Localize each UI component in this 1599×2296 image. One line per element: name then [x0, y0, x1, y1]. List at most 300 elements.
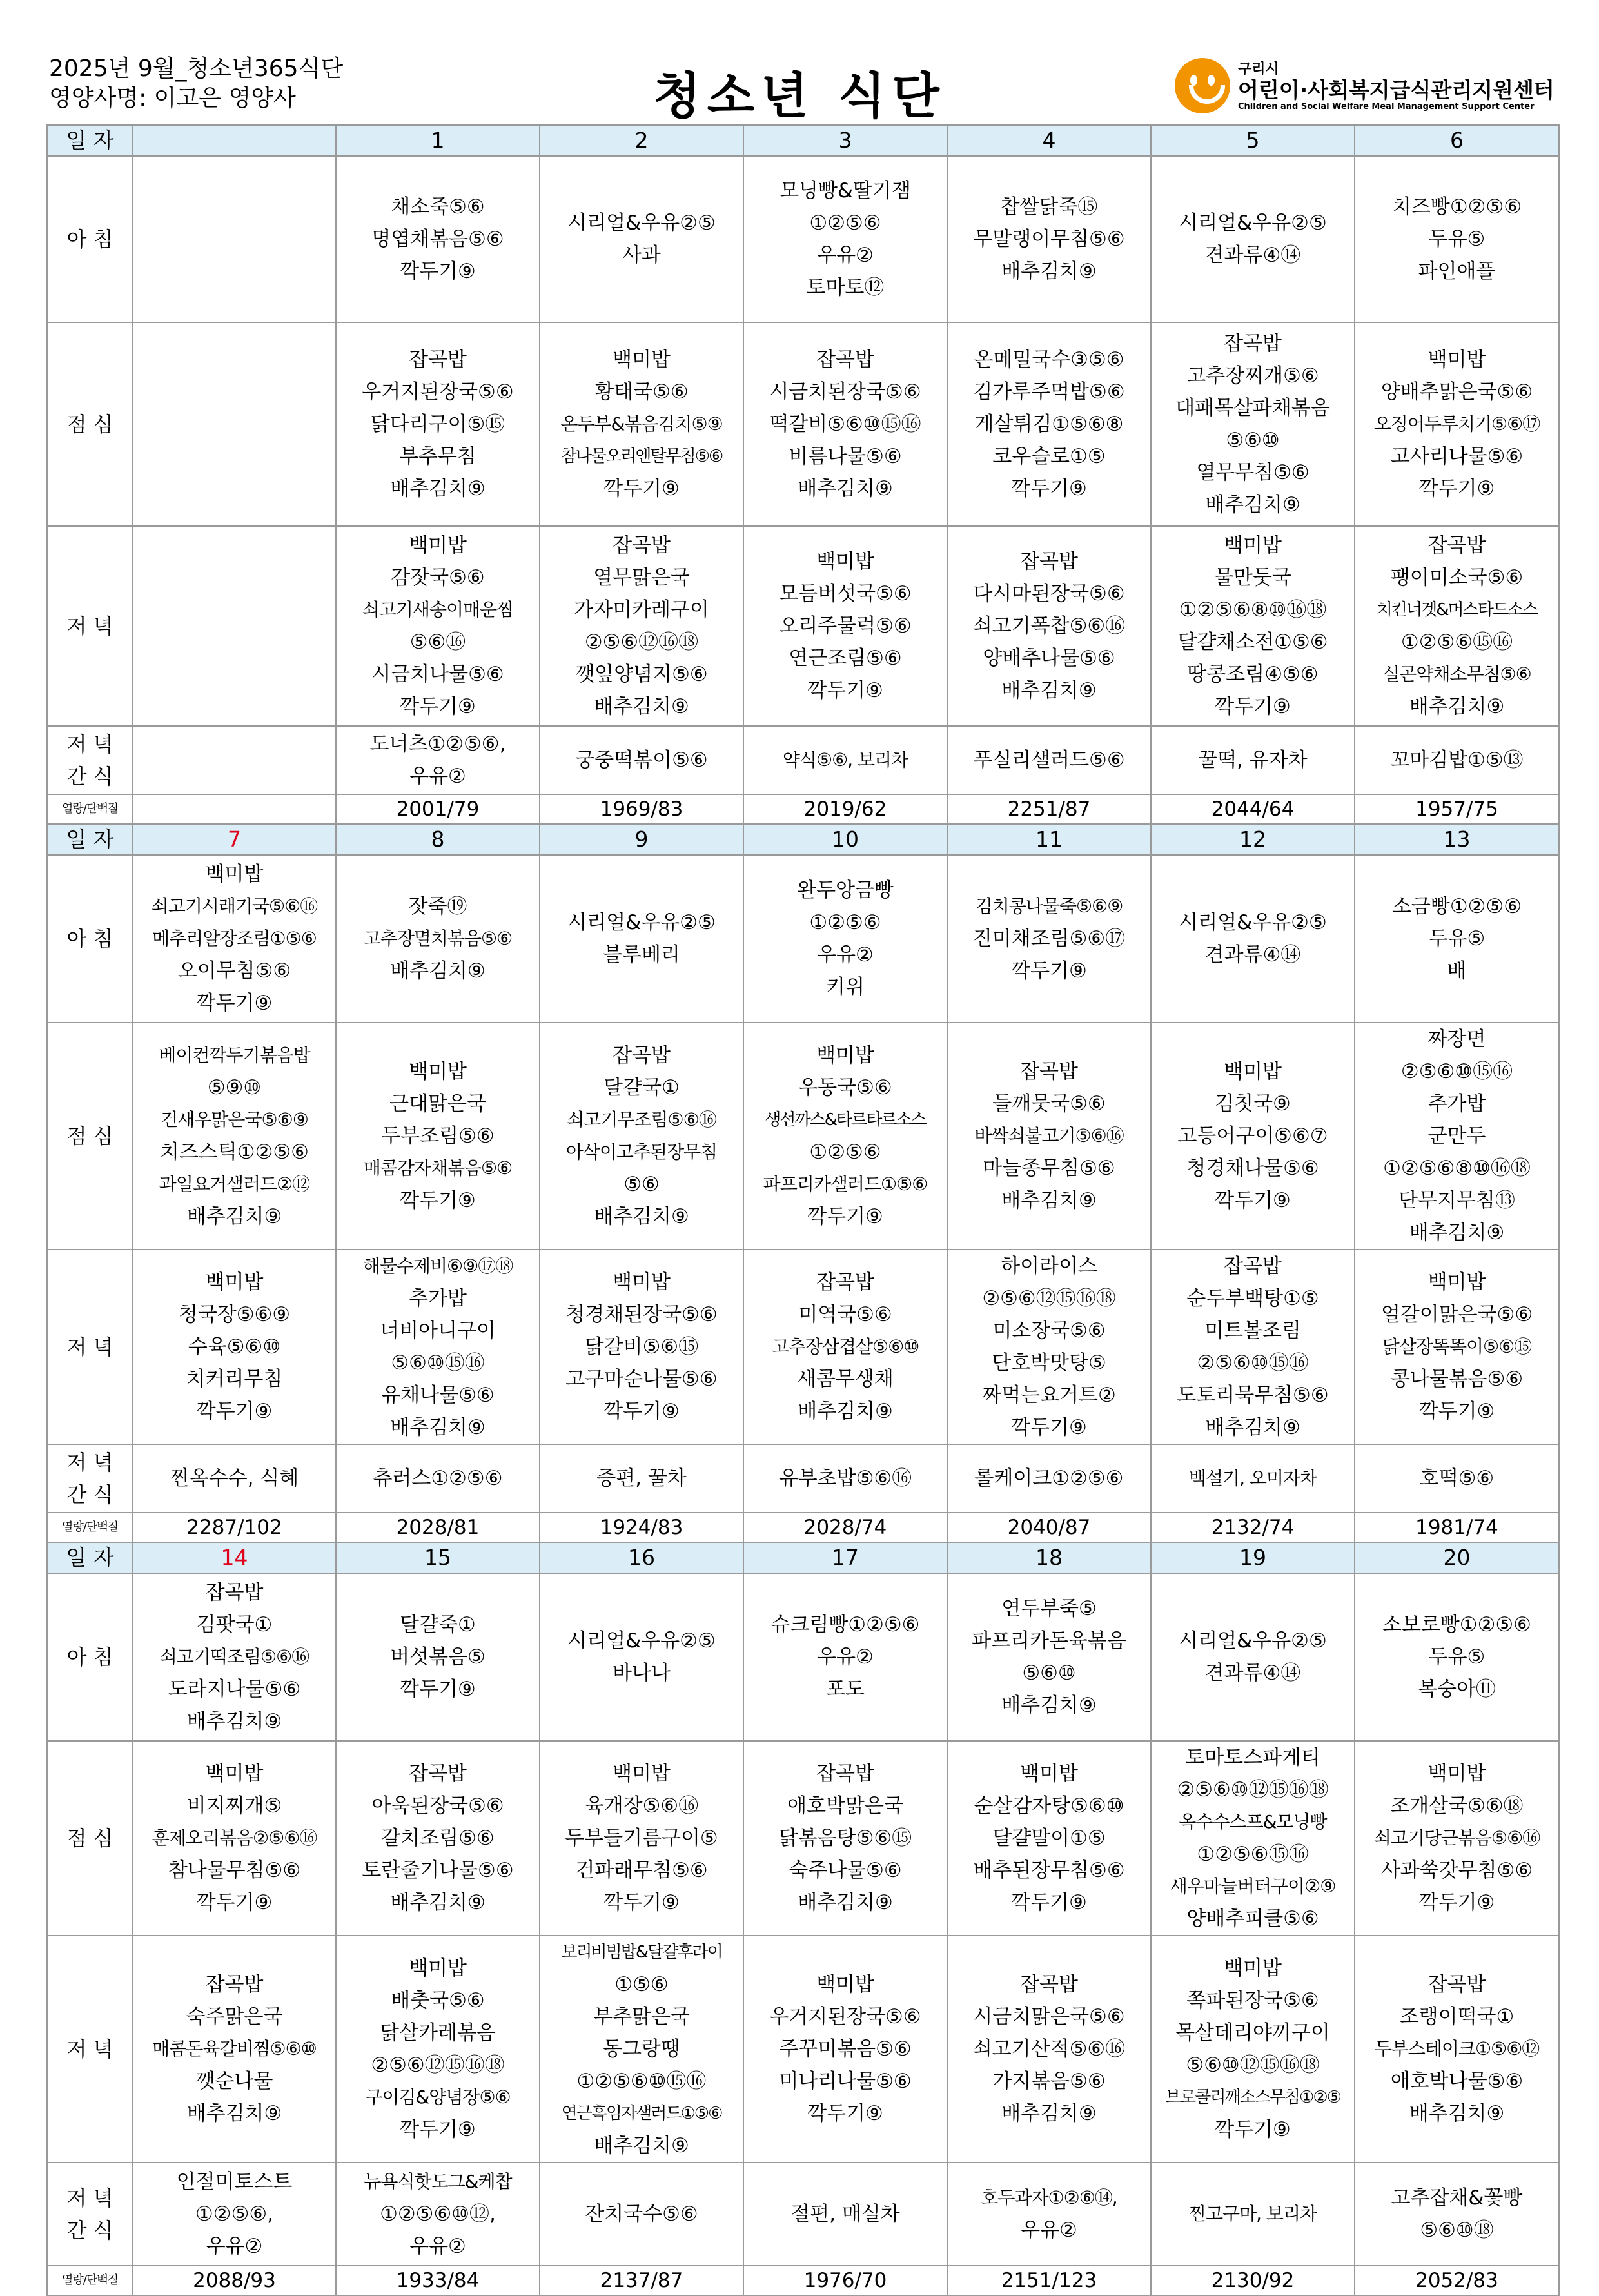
day-number: 20	[1355, 1542, 1559, 1573]
kcal-value: 2137/87	[540, 2266, 743, 2295]
menu-item: 브로콜리깨소스무침①②⑤	[1165, 2088, 1340, 2107]
menu-item: 깍두기⑨	[196, 1400, 273, 1423]
menu-item: 잡곡밥	[205, 1973, 264, 1996]
menu-item: 토마토⑫	[806, 276, 885, 299]
menu-item: 조랭이떡국①	[1399, 2005, 1515, 2028]
lunch-cell	[1355, 322, 1559, 526]
lunch-label	[47, 322, 133, 526]
menu-item: 깍두기⑨	[807, 679, 883, 702]
breakfast-cell	[540, 1573, 743, 1741]
menu-item: 토마토스파게티	[1185, 1746, 1320, 1769]
lunch-cell	[336, 322, 540, 526]
menu-item: 찹쌀닭죽⑮	[1000, 195, 1098, 219]
menu-item: 김칫국⑨	[1215, 1092, 1291, 1115]
day-number: 5	[1151, 125, 1355, 156]
menu-item: 백설기, 오미자차	[1188, 1467, 1317, 1489]
menu-item: 깍두기⑨	[400, 260, 476, 283]
menu-item: 포도	[826, 1678, 865, 1701]
menu-item: 아욱된장국⑤⑥	[371, 1794, 504, 1818]
menu-item: 우거지된장국⑤⑥	[362, 380, 514, 404]
snack-cell	[743, 2163, 947, 2266]
kcal-value: 1957/75	[1355, 794, 1559, 824]
breakfast-cell	[1355, 855, 1559, 1023]
day-label	[47, 824, 133, 855]
day-number: 8	[336, 824, 540, 855]
menu-item: 우유②	[1021, 2219, 1077, 2242]
org-english-name: Children and Social Welfare Meal Management Support Center	[1238, 102, 1535, 112]
menu-item: 쇠고기산적⑤⑥⑯	[972, 2037, 1126, 2061]
menu-item: 잡곡밥	[409, 1762, 467, 1785]
menu-item: 숙주맑은국	[186, 2005, 283, 2028]
lunch-label-text: 점 심	[66, 412, 113, 437]
menu-item: 달걀국①	[603, 1076, 680, 1099]
menu-item: 배추김치⑨	[390, 477, 486, 500]
menu-item: 잡곡밥	[613, 534, 671, 557]
menu-item: 추가밥	[1427, 1092, 1486, 1115]
menu-item: 버섯볶음⑤	[390, 1645, 486, 1669]
menu-item: 소금빵①②⑤⑥	[1391, 895, 1522, 918]
lunch-cell	[540, 1741, 743, 1936]
menu-item: ①②⑤⑥⑮⑯	[1400, 631, 1513, 654]
dinner-cell	[743, 526, 947, 726]
dinner-label-text: 저 녁	[66, 614, 113, 638]
menu-item: ②⑤⑥⑫⑮⑯⑱	[982, 1287, 1116, 1310]
snack-cell	[1151, 1444, 1355, 1513]
day-number: 9	[540, 824, 743, 855]
menu-item: 옥수수스프&모닝빵	[1179, 1811, 1327, 1832]
menu-item: 양배추맑은국⑤⑥	[1380, 380, 1533, 404]
kcal-value: 1981/74	[1355, 1513, 1559, 1542]
menu-item: 우유②	[817, 1645, 874, 1669]
meal-plan-table	[46, 124, 1560, 2296]
menu-item: 깍두기⑨	[1215, 1189, 1291, 1212]
day-header-row	[47, 1542, 1559, 1573]
menu-item: 치킨너겟&머스타드소스	[1376, 600, 1538, 620]
menu-item: 꼬마김밥①⑤⑬	[1390, 749, 1524, 772]
dinner-label	[47, 1936, 133, 2163]
menu-item: 잡곡밥	[1020, 550, 1078, 573]
menu-item: 백미밥	[409, 534, 467, 557]
lunch-row	[47, 322, 1559, 526]
menu-item: 깍두기⑨	[1418, 1891, 1495, 1914]
kcal-value: 2019/62	[743, 794, 947, 824]
menu-item: 약식⑤⑥, 보리차	[782, 749, 908, 770]
menu-item: 육개장⑤⑥⑯	[584, 1794, 699, 1818]
kcal-value	[133, 794, 336, 824]
breakfast-cell	[743, 1573, 947, 1741]
breakfast-cell	[947, 156, 1151, 322]
menu-item: 쇠고기당근볶음⑤⑥⑯	[1373, 1827, 1540, 1849]
breakfast-label	[47, 855, 133, 1023]
dinner-cell	[947, 1250, 1151, 1444]
kcal-value: 2052/83	[1355, 2266, 1559, 2295]
menu-item: 우유②	[409, 765, 466, 788]
menu-item: 백미밥	[1427, 1762, 1486, 1785]
day-number: 10	[743, 824, 947, 855]
menu-item: ①⑤⑥	[614, 1973, 669, 1996]
menu-item: 잡곡밥	[1427, 534, 1486, 557]
dinner-cell	[1151, 1250, 1355, 1444]
day-number	[133, 125, 336, 156]
menu-item: 배추김치⑨	[1001, 2102, 1097, 2125]
menu-item: 열무맑은국	[593, 566, 690, 589]
menu-item: 깍두기⑨	[1418, 477, 1495, 500]
kcal-value: 2001/79	[336, 794, 540, 824]
menu-item: 배추김치⑨	[390, 1416, 486, 1439]
menu-item: 잡곡밥	[816, 348, 874, 371]
menu-item: 치즈빵①②⑤⑥	[1391, 195, 1522, 219]
menu-item: ①②⑤⑥,	[195, 2203, 274, 2226]
menu-item: 꿀떡, 유자차	[1198, 749, 1308, 772]
breakfast-cell	[1151, 156, 1355, 322]
menu-item: 부추무침	[399, 445, 476, 468]
snack-label	[47, 2163, 133, 2266]
menu-item: 시리얼&우유②⑤	[567, 1629, 716, 1653]
menu-item: 잣죽⑲	[408, 895, 467, 918]
kcal-value: 2287/102	[133, 1513, 336, 1542]
menu-item: 훈제오리볶음②⑤⑥⑯	[152, 1827, 317, 1849]
menu-item: 온메밀국수③⑤⑥	[974, 348, 1124, 371]
menu-item: ①②⑤⑥	[809, 911, 881, 934]
lunch-row	[47, 1023, 1559, 1250]
menu-item: 오이무침⑤⑥	[177, 959, 291, 983]
breakfast-cell	[743, 156, 947, 322]
snack-label-text: 저 녁	[66, 1450, 113, 1475]
menu-item: 백미밥	[1427, 1271, 1486, 1294]
menu-item: 마늘종무침⑤⑥	[983, 1157, 1115, 1180]
kcal-row	[47, 794, 1559, 824]
menu-item: 토란줄기나물⑤⑥	[362, 1859, 514, 1882]
day-number: 16	[540, 1542, 743, 1573]
menu-item: 백미밥	[1020, 1762, 1078, 1785]
menu-item: ⑤⑥⑩	[1226, 429, 1280, 452]
menu-item: 진미채조림⑤⑥⑰	[972, 927, 1126, 950]
dinner-row	[47, 1936, 1559, 2163]
menu-item: ⑤⑥⑩⑮⑯	[391, 1351, 485, 1375]
menu-item: 메추리알장조림①⑤⑥	[152, 928, 317, 949]
lunch-cell	[336, 1023, 540, 1250]
menu-item: 사과쑥갓무침⑤⑥	[1380, 1859, 1533, 1882]
menu-item: 잡곡밥	[205, 1581, 264, 1604]
lunch-cell	[1151, 322, 1355, 526]
menu-item: 순살감자탕⑤⑥⑩	[974, 1794, 1124, 1818]
day-number: 6	[1355, 125, 1559, 156]
menu-item: 실곤약채소무침⑤⑥	[1382, 663, 1531, 685]
menu-item: 두부스테이크①⑤⑥⑫	[1374, 2038, 1540, 2059]
menu-item: 백미밥	[816, 1044, 874, 1067]
menu-item: 잡곡밥	[1224, 332, 1282, 355]
menu-item: 견과류④⑭	[1204, 1662, 1301, 1685]
kcal-value: 2044/64	[1151, 794, 1355, 824]
lunch-label	[47, 1741, 133, 1936]
dinner-cell	[540, 1250, 743, 1444]
dinner-row	[47, 1250, 1559, 1444]
menu-item: 우유②	[206, 2235, 263, 2258]
menu-item: 잡곡밥	[1020, 1973, 1078, 1996]
menu-item: 모닝빵&딸기잼	[780, 179, 911, 202]
menu-item: 고추장찌개⑤⑥	[1186, 364, 1319, 388]
breakfast-label-text: 아 침	[66, 227, 113, 251]
menu-item: 김팟국①	[196, 1613, 273, 1636]
menu-item: 애호박나물⑤⑥	[1390, 2070, 1524, 2093]
menu-item: 백미밥	[1224, 534, 1282, 557]
breakfast-label-text: 아 침	[66, 1645, 113, 1669]
kcal-value: 1969/83	[540, 794, 743, 824]
menu-item: 깍두기⑨	[196, 1891, 273, 1914]
kcal-value: 1976/70	[743, 2266, 947, 2295]
day-number: 18	[947, 1542, 1151, 1573]
menu-item: 새콤무생채	[797, 1368, 894, 1391]
menu-item: 시금치맑은국⑤⑥	[973, 2005, 1125, 2028]
menu-item: 달걀말이①⑤	[992, 1827, 1106, 1850]
day-number: 2	[540, 125, 743, 156]
menu-item: 깍두기⑨	[807, 1205, 883, 1228]
dinner-cell	[1355, 1250, 1559, 1444]
kcal-value: 1933/84	[336, 2266, 540, 2295]
menu-item: 배추김치⑨	[390, 959, 486, 983]
menu-item: 배추김치⑨	[390, 1891, 486, 1914]
menu-item: 배춧국⑤⑥	[391, 1989, 485, 2012]
menu-item: 시리얼&우유②⑤	[1179, 911, 1327, 934]
menu-item: 도라지나물⑤⑥	[168, 1678, 301, 1701]
menu-item: 두유⑤	[1428, 1645, 1486, 1669]
menu-item: 배추김치⑨	[798, 1400, 893, 1423]
menu-item: 깍두기⑨	[603, 477, 680, 500]
menu-item: 찐옥수수, 식혜	[170, 1467, 299, 1490]
menu-item: 코우슬로①⑤	[992, 445, 1106, 468]
menu-item: 쇠고기시래기국⑤⑥⑯	[151, 896, 318, 917]
snack-cell	[1355, 726, 1559, 794]
lunch-label-text: 점 심	[66, 1826, 113, 1850]
day-number: 7	[133, 824, 336, 855]
menu-item: 가지볶음⑤⑥	[992, 2070, 1106, 2093]
menu-item: 주꾸미볶음⑤⑥	[779, 2037, 912, 2061]
lunch-cell	[1355, 1023, 1559, 1250]
menu-item: 청국장⑤⑥⑨	[178, 1303, 291, 1326]
snack-cell	[336, 726, 540, 794]
menu-item: 찐고구마, 보리차	[1188, 2203, 1317, 2224]
menu-item: 소보로빵①②⑤⑥	[1382, 1613, 1531, 1636]
menu-item: 군만두	[1427, 1124, 1486, 1148]
menu-item: 조개살국⑤⑥⑱	[1390, 1794, 1524, 1818]
day-number: 1	[336, 125, 540, 156]
menu-item: 파프리카샐러드①⑤⑥	[763, 1173, 928, 1195]
day-label	[47, 1542, 133, 1573]
menu-item: 무말랭이무침⑤⑥	[973, 228, 1125, 251]
menu-item: 배추된장무침⑤⑥	[973, 1859, 1125, 1882]
menu-item: 우동국⑤⑥	[798, 1076, 892, 1099]
day-label-text: 일 자	[66, 128, 114, 153]
menu-item: 김치콩나물죽⑤⑥⑨	[975, 896, 1123, 917]
menu-item: 두유⑤	[1428, 927, 1486, 950]
menu-item: 잡곡밥	[1020, 1060, 1078, 1083]
breakfast-cell	[540, 156, 743, 322]
menu-item: ①②⑤⑥⑩⑮⑯	[576, 2070, 707, 2093]
dinner-cell	[743, 1936, 947, 2163]
menu-item: 미소장국⑤⑥	[992, 1319, 1106, 1342]
menu-item: 배추김치⑨	[594, 1205, 689, 1228]
menu-item: 숙주나물⑤⑥	[789, 1859, 902, 1882]
menu-item: 도토리묵무침⑤⑥	[1177, 1384, 1329, 1407]
day-number: 14	[133, 1542, 336, 1573]
dinner-cell	[336, 1936, 540, 2163]
menu-item: 닭볶음탕⑤⑥⑮	[778, 1827, 912, 1850]
menu-item: 깍두기⑨	[603, 1891, 680, 1914]
snack-cell	[540, 726, 743, 794]
lunch-cell	[743, 1023, 947, 1250]
menu-item: 백미밥	[613, 348, 671, 371]
menu-item: 온두부&볶음김치⑤⑨	[560, 413, 723, 435]
dinner-cell	[1355, 526, 1559, 726]
snack-cell	[540, 2163, 743, 2266]
dinner-cell	[133, 526, 336, 726]
menu-item: 짜먹는요거트②	[982, 1384, 1116, 1407]
breakfast-cell	[947, 1573, 1151, 1741]
dinner-label-text: 저 녁	[66, 1335, 113, 1359]
menu-item: 청경채된장국⑤⑥	[565, 1303, 718, 1326]
menu-item: 채소죽⑤⑥	[391, 195, 485, 219]
menu-item: 백미밥	[816, 1973, 874, 1996]
snack-label	[47, 726, 133, 794]
lunch-row	[47, 1741, 1559, 1936]
menu-item: ⑤⑨⑩	[207, 1076, 262, 1099]
menu-item: 시리얼&우유②⑤	[567, 911, 716, 934]
menu-item: 닭갈비⑤⑥⑮	[584, 1335, 699, 1359]
menu-item: 깍두기⑨	[400, 2118, 476, 2141]
menu-item: 연두부죽⑤	[1001, 1597, 1097, 1620]
menu-item: 뉴욕식핫도그&케찹	[364, 2171, 512, 2192]
menu-item: 배추김치⑨	[1001, 679, 1097, 702]
menu-item: 시리얼&우유②⑤	[567, 211, 716, 235]
dinner-cell	[1355, 1936, 1559, 2163]
menu-item: 두부조림⑤⑥	[381, 1124, 495, 1148]
org-logo	[1175, 58, 1568, 123]
menu-item: ⑤⑥⑯	[409, 631, 466, 654]
menu-item: 달걀채소전①⑤⑥	[1177, 631, 1328, 654]
breakfast-cell	[133, 156, 336, 322]
dinner-cell	[1151, 526, 1355, 726]
snack-row	[47, 2163, 1559, 2266]
snack-cell	[1151, 726, 1355, 794]
kcal-label: 열량/단백질	[47, 794, 133, 824]
menu-item: ①②⑤⑥⑧⑩⑯⑱	[1179, 598, 1327, 622]
menu-item: 쇠고기폭찹⑤⑥⑯	[972, 614, 1126, 638]
menu-item: 추가밥	[409, 1287, 467, 1310]
lunch-cell	[133, 1741, 336, 1936]
menu-item: 콩나물볶음⑤⑥	[1390, 1368, 1524, 1391]
kcal-value: 2251/87	[947, 794, 1151, 824]
menu-item: ②⑤⑥⑩⑮⑯	[1400, 1060, 1513, 1083]
menu-item: 롤케이크①②⑤⑥	[974, 1467, 1124, 1490]
kcal-row	[47, 2266, 1559, 2295]
menu-item: 깍두기⑨	[400, 1678, 476, 1701]
menu-item: 완두앙금빵	[797, 879, 894, 902]
menu-item: 우유②	[817, 244, 874, 267]
menu-item: 순두부백탕①⑤	[1186, 1287, 1319, 1310]
breakfast-cell	[133, 855, 336, 1023]
menu-item: 슈크림빵①②⑤⑥	[770, 1613, 920, 1636]
menu-item: 수육⑤⑥⑩	[188, 1335, 281, 1359]
menu-item: 오리주물럭⑤⑥	[779, 614, 912, 638]
day-number: 15	[336, 1542, 540, 1573]
dinner-cell	[336, 526, 540, 726]
menu-item: 배추김치⑨	[1205, 1416, 1300, 1439]
snack-label	[47, 1444, 133, 1513]
menu-item: 구이김&양념장⑤⑥	[365, 2086, 511, 2108]
snack-label-text: 저 녁	[66, 732, 113, 756]
snack-cell	[1151, 2163, 1355, 2266]
menu-item: 백미밥	[205, 1762, 264, 1785]
menu-item: ⑤⑥⑩⑫⑮⑯⑱	[1186, 2054, 1320, 2077]
menu-item: 잡곡밥	[1427, 1973, 1486, 1996]
menu-item: 쇠고기새송이매운찜	[362, 599, 514, 620]
menu-item: 두유⑤	[1428, 228, 1486, 251]
menu-item: 배추김치⑨	[1409, 2102, 1505, 2125]
menu-item: 깍두기⑨	[807, 2102, 883, 2125]
menu-item: ①②⑤⑥⑮⑯	[1197, 1843, 1309, 1866]
snack-cell	[133, 1444, 336, 1513]
menu-item: 깍두기⑨	[400, 695, 476, 718]
dinner-cell	[947, 526, 1151, 726]
kcal-value: 1924/83	[540, 1513, 743, 1542]
menu-item: 쇠고기무조림⑤⑥⑯	[567, 1109, 716, 1130]
menu-item: 백미밥	[1224, 1957, 1282, 1980]
breakfast-cell	[1151, 1573, 1355, 1741]
day-number: 12	[1151, 824, 1355, 855]
menu-item: 푸실리샐러드⑤⑥	[973, 749, 1125, 772]
org-name: 어린이·사회복지급식관리지원센터	[1238, 77, 1555, 103]
menu-item: 베이컨깍두기볶음밥	[159, 1045, 310, 1066]
menu-item: 양배추나물⑤⑥	[983, 647, 1115, 670]
menu-item: 고추장멸치볶음⑤⑥	[363, 928, 513, 949]
snack-cell	[947, 2163, 1151, 2266]
menu-item: ①②⑤⑥	[809, 211, 881, 235]
menu-item: 배추김치⑨	[798, 1891, 893, 1914]
menu-item: 참나물무침⑤⑥	[168, 1859, 301, 1882]
lunch-cell	[947, 1741, 1151, 1936]
breakfast-label	[47, 1573, 133, 1741]
menu-item: 물만둣국	[1214, 566, 1291, 589]
menu-item: 갈치조림⑤⑥	[381, 1827, 495, 1850]
lunch-cell	[743, 322, 947, 526]
menu-item: 새우마늘버터구이②⑨	[1170, 1876, 1336, 1897]
menu-item: 유부초밥⑤⑥⑯	[778, 1467, 912, 1490]
menu-item: 황태국⑤⑥	[594, 380, 689, 404]
breakfast-cell	[336, 156, 540, 322]
menu-item: 건파래무침⑤⑥	[575, 1859, 708, 1882]
menu-item: 청경채나물⑤⑥	[1186, 1157, 1319, 1180]
smiley-face-icon	[1175, 58, 1230, 113]
snack-cell	[743, 1444, 947, 1513]
menu-item: 닭다리구이⑤⑮	[370, 413, 505, 436]
menu-item: 고구마순나물⑤⑥	[565, 1368, 718, 1391]
lunch-cell	[1151, 1741, 1355, 1936]
lunch-label	[47, 1023, 133, 1250]
menu-period-title: 2025년 9월_청소년365식단	[49, 55, 344, 82]
menu-item: 매콤돈육갈비찜⑤⑥⑩	[152, 2038, 317, 2059]
menu-item: 참나물오리엔탈무침⑤⑥	[560, 447, 723, 466]
menu-item: 모듬버섯국⑤⑥	[779, 582, 912, 605]
snack-label-text: 저 녁	[66, 2186, 113, 2210]
menu-item: 고사리나물⑤⑥	[1390, 445, 1524, 468]
menu-item: 깍두기⑨	[1011, 1891, 1087, 1914]
menu-item: 깻잎양념지⑤⑥	[575, 663, 708, 686]
menu-item: 시금치나물⑤⑥	[371, 663, 504, 686]
breakfast-cell	[540, 855, 743, 1023]
snack-cell	[947, 1444, 1151, 1513]
menu-item: 매콤감자채볶음⑤⑥	[363, 1157, 513, 1179]
dinner-label	[47, 526, 133, 726]
